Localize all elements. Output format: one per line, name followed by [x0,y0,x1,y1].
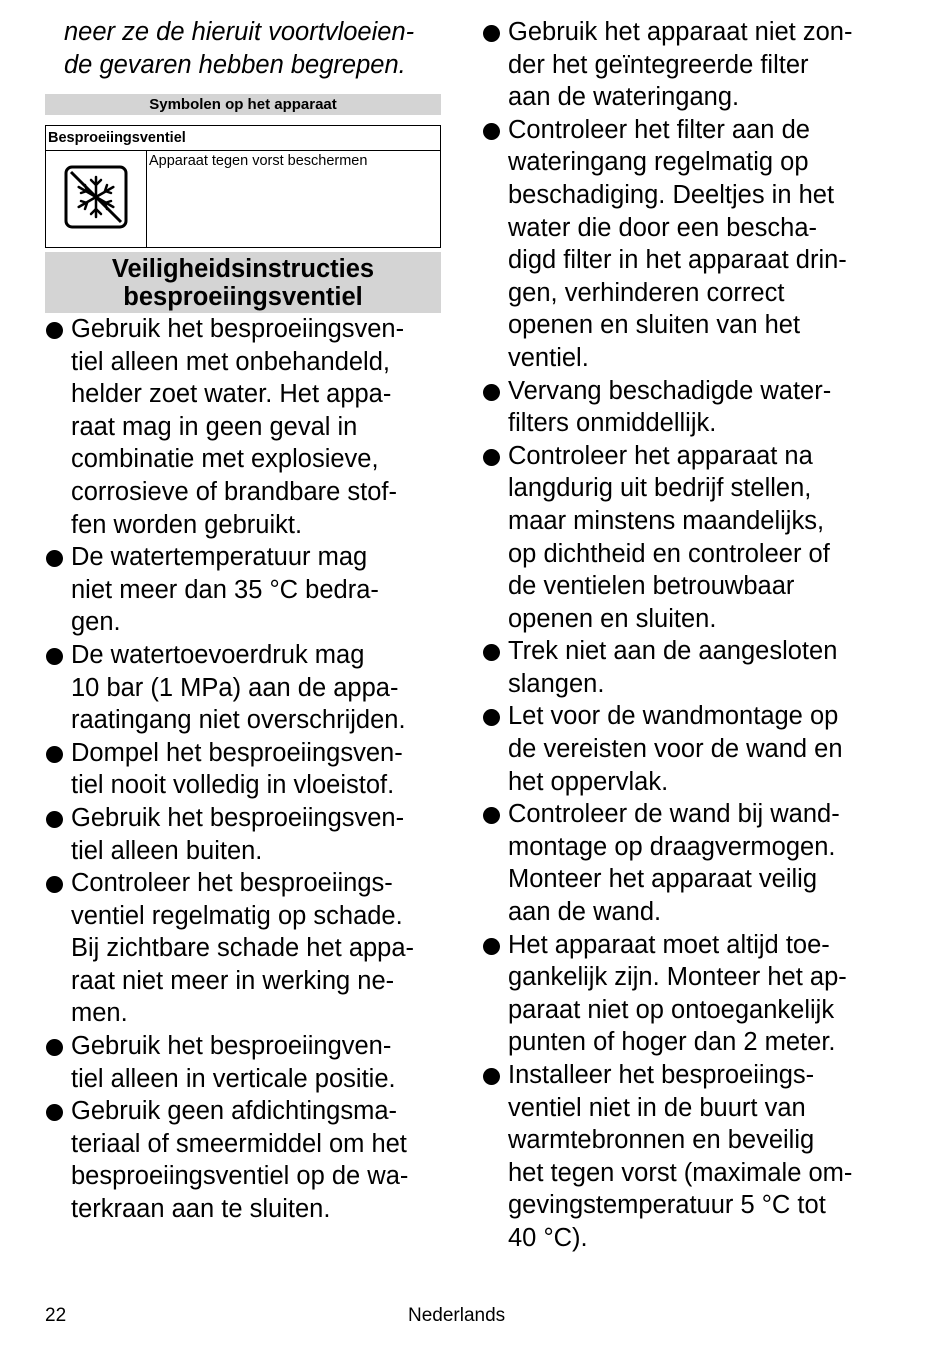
bullet-line: Het apparaat moet altijd toe- [508,930,830,959]
frost-protection-icon [63,164,129,230]
bullet-dot-icon [46,648,63,665]
bullet-line: gankelijk zijn. Monteer het ap- [508,963,847,992]
bullet-line: montage op draagvermogen. [508,832,836,861]
bullet-line: men. [71,999,128,1028]
bullet-line: Bij zichtbare schade het appa- [71,934,415,963]
bullet-item [482,16,902,114]
bullet-line: Controleer het filter aan de [508,115,810,144]
bullet-line: Controleer het besproeiings- [71,869,393,898]
bullet-line: paraat niet op ontoegankelijk [508,995,835,1024]
bullet-line: het tegen vorst (maximale om- [508,1158,853,1187]
bullet-dot-icon [483,25,500,42]
left-column [45,16,441,1226]
bullet-line: filters onmiddellijk. [508,409,717,438]
bullet-dot-icon [46,1039,63,1056]
bullet-dot-icon [483,709,500,726]
right-column [482,16,902,1255]
bullet-line: niet meer dan 35 °C bedra- [71,575,379,604]
bullet-line: de ventielen betrouwbaar [508,572,795,601]
bullet-line: langdurig uit bedrijf stellen, [508,474,812,503]
bullet-line: Gebruik het besproeiingven- [71,1032,392,1061]
bullet-dot-icon [483,1068,500,1085]
section-heading [45,252,441,313]
bullet-line: Installeer het besproeiings- [508,1061,815,1089]
bullet-item [45,541,441,639]
bullet-line: corrosieve of brandbare stof- [71,477,397,506]
bullet-line: de vereisten voor de wand en [508,735,843,764]
page-number: 22 [45,1305,67,1326]
bullet-item [45,1095,441,1225]
intro-line: neer ze de hieruit voortvloeien- [64,18,415,46]
bullet-item [45,1030,441,1095]
bullet-line: 40 °C). [508,1223,588,1252]
bullet-dot-icon [483,807,500,824]
bullet-line: gen, verhinderen correct [508,278,785,307]
bullet-line: De watertoevoerdruk mag [71,640,365,669]
bullet-line: ventiel niet in de buurt van [508,1093,806,1122]
bullet-line: Let voor de wandmontage op [508,702,839,731]
bullet-line: water die door een bescha- [508,213,818,242]
bullet-item [482,440,902,636]
bullet-dot-icon [46,746,63,763]
section-heading-line: besproeiingsventiel [123,283,363,311]
bullet-line: wateringang regelmatig op [508,148,809,177]
bullet-line: combinatie met explosieve, [71,445,379,474]
bullet-line: aan de wand. [508,898,662,927]
bullet-item [482,798,902,928]
bullet-line: besproeiingsventiel op de wa- [71,1162,409,1191]
bullet-line: Gebruik het besproeiingsven- [71,315,405,343]
bullet-line: digd filter in het apparaat drin- [508,246,847,275]
bullet-line: Trek niet aan de aangesloten [508,637,838,666]
bullet-line: maar minstens maandelijks, [508,506,825,535]
bullet-line: openen en sluiten van het [508,311,801,340]
intro-text [45,16,441,82]
bullet-item [45,867,441,1030]
intro-line: de gevaren hebben begrepen. [64,51,406,79]
bullet-line: Gebruik het besproeiingsven- [71,803,405,832]
bullet-line: Controleer het apparaat na [508,441,813,470]
bullet-dot-icon [46,322,63,339]
bullet-item [482,635,902,700]
bullet-line: raat niet meer in werking ne- [71,966,395,995]
bullet-item [482,1059,902,1255]
bullet-dot-icon [483,449,500,466]
bullet-item [45,313,441,541]
bullet-line: De watertemperatuur mag [71,543,368,572]
bullet-line: 10 bar (1 MPa) aan de appa- [71,673,399,702]
bullet-line: aan de wateringang. [508,83,740,112]
bullet-line: punten of hoger dan 2 meter. [508,1028,836,1057]
bullet-line: Dompel het besproeiingsven- [71,738,403,767]
bullet-item [45,802,441,867]
bullet-line: helder zoet water. Het appa- [71,380,392,409]
safety-list-left [45,313,441,1226]
bullet-dot-icon [483,644,500,661]
bullet-line: Monteer het apparaat veilig [508,865,818,894]
bullet-line: fen worden gebruikt. [71,510,303,539]
bullet-line: raat mag in geen geval in [71,412,358,441]
bullet-item [482,700,902,798]
bullet-line: ventiel regelmatig op schade. [71,901,403,930]
bullet-dot-icon [483,938,500,955]
bullet-line: slangen. [508,669,605,698]
bullet-line: der het geïntegreerde filter [508,50,809,79]
bullet-dot-icon [483,384,500,401]
bullet-line: raatingang niet overschrijden. [71,706,406,735]
bullet-item [482,375,902,440]
bullet-item [482,929,902,1059]
bullet-line: Gebruik geen afdichtingsma- [71,1097,398,1126]
footer-language: Nederlands [408,1305,506,1326]
bullet-line: het oppervlak. [508,767,669,796]
bullet-dot-icon [46,811,63,828]
bullet-item [482,114,902,375]
bullet-line: Vervang beschadigde water- [508,376,832,405]
section-heading-line: Veiligheidsinstructies [111,255,375,283]
bullet-item [45,639,441,737]
symbols-title: Symbolen op het apparaat [45,94,441,115]
symbols-table [45,125,441,248]
bullet-dot-icon [483,123,500,140]
bullet-line: teriaal of smeermiddel om het [71,1129,407,1158]
bullet-line: tiel alleen met onbehandeld, [71,347,390,376]
bullet-item [45,737,441,802]
bullet-line: ventiel. [508,343,589,372]
bullet-line: gevingstemperatuur 5 °C tot [508,1191,826,1220]
bullet-line: terkraan aan te sluiten. [71,1195,331,1224]
symbol-description: Apparaat tegen vorst beschermen [147,151,441,248]
bullet-line: op dichtheid en controleer of [508,539,830,568]
symbols-device-label: Besproeiingsventiel [46,126,441,151]
bullet-dot-icon [46,550,63,567]
bullet-line: openen en sluiten. [508,604,717,633]
bullet-line: tiel alleen buiten. [71,836,263,865]
bullet-dot-icon [46,876,63,893]
bullet-dot-icon [46,1104,63,1121]
bullet-line: beschadiging. Deeltjes in het [508,180,835,209]
bullet-line: tiel nooit volledig in vloeistof. [71,771,395,800]
bullet-line: warmtebronnen en beveilig [508,1126,815,1155]
safety-list-right [482,16,902,1255]
bullet-line: gen. [71,608,121,637]
bullet-line: tiel alleen in verticale positie. [71,1064,396,1093]
bullet-line: Controleer de wand bij wand- [508,800,840,829]
bullet-line: Gebruik het apparaat niet zon- [508,18,853,46]
